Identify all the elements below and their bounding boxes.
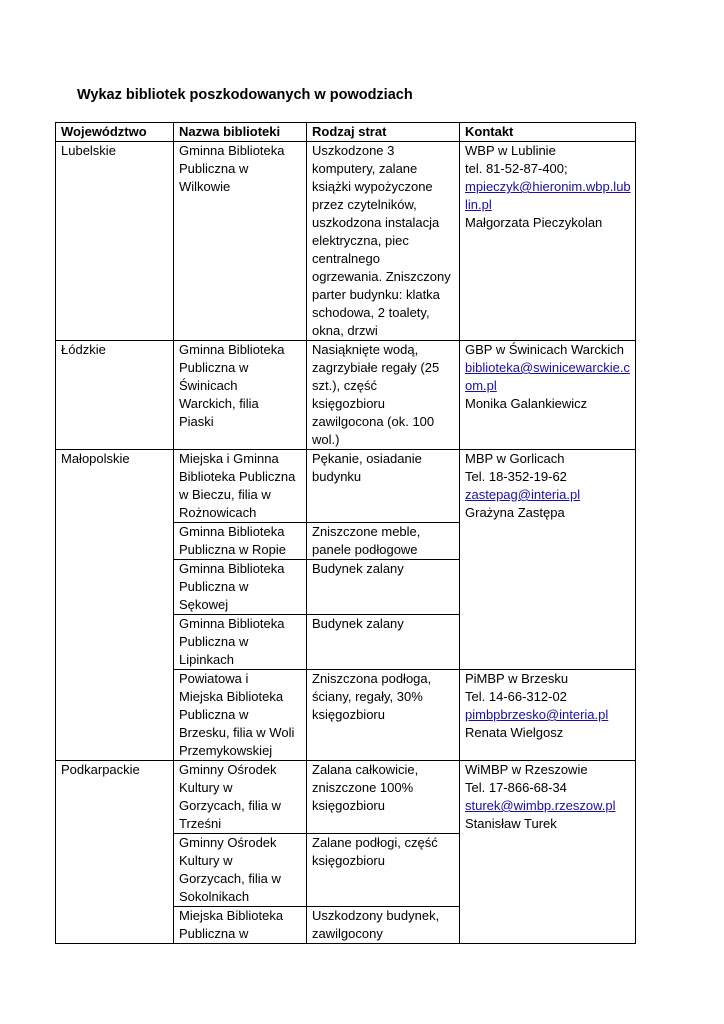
contact-email-link[interactable]: zastepag@interia.pl: [465, 487, 581, 502]
losses-cell: Zniszczone meble, panele podłogowe: [307, 523, 460, 560]
library-name-cell: Miejska Biblioteka Publiczna w: [174, 907, 307, 944]
wojewodztwo-cell: Podkarpackie: [56, 761, 174, 944]
contact-person: Renata Wielgosz: [465, 725, 564, 740]
library-name-cell: Gminna Biblioteka Publiczna w Sękowej: [174, 560, 307, 615]
library-name-cell: Gminny Ośrodek Kultury w Gorzycach, filia w Sokolnikach: [174, 834, 307, 907]
contact-cell: [460, 450, 636, 670]
contact-email-link[interactable]: mpieczyk@hieronim.wbp.lublin.pl: [465, 179, 631, 212]
contact-institution: MBP w Gorlicach: [465, 451, 565, 466]
table-header-row: [56, 123, 636, 142]
losses-cell: Zniszczona podłoga, ściany, regały, 30% księgozbioru: [307, 670, 460, 761]
contact-person: Małgorzata Pieczykolan: [465, 215, 603, 230]
contact-email-link[interactable]: sturek@wimbp.rzeszow.pl: [465, 798, 616, 813]
losses-cell: Nasiąknięte wodą, zagrzybiałe regały (25 szt.), część księgozbioru zawilgocona (ok. 100 wol.): [307, 341, 460, 450]
contact-institution: WBP w Lublinie: [465, 143, 556, 158]
table-row: [56, 341, 636, 450]
header-straty: Rodzaj strat: [307, 123, 460, 142]
header-nazwa: Nazwa biblioteki: [174, 123, 307, 142]
contact-cell: [460, 341, 636, 450]
losses-cell: Uszkodzone 3 komputery, zalane książki wypożyczone przez czytelników, uszkodzona instalacja elektryczna, piec centralnego ogrzewania. Zniszczony parter budynku: klatka schodowa, 2 toalety, okna, drzwi: [307, 142, 460, 341]
header-wojewodztwo: Województwo: [56, 123, 174, 142]
losses-cell: Budynek zalany: [307, 560, 460, 615]
library-name-cell: Gminna Biblioteka Publiczna w Świnicach Warckich, filia Piaski: [174, 341, 307, 450]
library-name-cell: Gminna Biblioteka Publiczna w Lipinkach: [174, 615, 307, 670]
contact-email-link[interactable]: biblioteka@swinicewarckie.com.pl: [465, 360, 630, 393]
losses-cell: Zalana całkowicie, zniszczone 100% księgozbioru: [307, 761, 460, 834]
losses-cell: Pękanie, osiadanie budynku: [307, 450, 460, 523]
losses-cell: Zalane podłogi, część księgozbioru: [307, 834, 460, 907]
libraries-table: [55, 122, 636, 944]
contact-phone: tel. 81-52-87-400;: [465, 161, 568, 176]
table-row: [56, 761, 636, 834]
library-name-cell: Powiatowa i Miejska Biblioteka Publiczna w Brzesku, filia w Woli Przemykowskiej: [174, 670, 307, 761]
wojewodztwo-cell: Łódzkie: [56, 341, 174, 450]
header-kontakt: Kontakt: [460, 123, 636, 142]
contact-cell: [460, 670, 636, 761]
library-name-cell: Gminny Ośrodek Kultury w Gorzycach, filia w Trześni: [174, 761, 307, 834]
contact-person: Grażyna Zastępa: [465, 505, 565, 520]
document-title: Wykaz bibliotek poszkodowanych w powodziach: [77, 87, 413, 103]
library-name-cell: Miejska i Gminna Biblioteka Publiczna w Bieczu, filia w Rożnowicach: [174, 450, 307, 523]
contact-email-link[interactable]: pimbpbrzesko@interia.pl: [465, 707, 609, 722]
contact-institution: GBP w Świnicach Warckich: [465, 342, 624, 357]
contact-phone: Tel. 17-866-68-34: [465, 780, 567, 795]
losses-cell: Budynek zalany: [307, 615, 460, 670]
table-row: [56, 142, 636, 341]
contact-cell: [460, 142, 636, 341]
wojewodztwo-cell: Lubelskie: [56, 142, 174, 341]
library-name-cell: Gminna Biblioteka Publiczna w Ropie: [174, 523, 307, 560]
contact-person: Monika Galankiewicz: [465, 396, 588, 411]
losses-cell: Uszkodzony budynek, zawilgocony: [307, 907, 460, 944]
contact-phone: Tel. 14-66-312-02: [465, 689, 567, 704]
library-name-cell: Gminna Biblioteka Publiczna w Wilkowie: [174, 142, 307, 341]
wojewodztwo-cell: Małopolskie: [56, 450, 174, 761]
contact-phone: Tel. 18-352-19-62: [465, 469, 567, 484]
table-row: [56, 450, 636, 523]
contact-institution: WiMBP w Rzeszowie: [465, 762, 588, 777]
contact-cell: [460, 761, 636, 944]
contact-person: Stanisław Turek: [465, 816, 557, 831]
contact-institution: PiMBP w Brzesku: [465, 671, 569, 686]
